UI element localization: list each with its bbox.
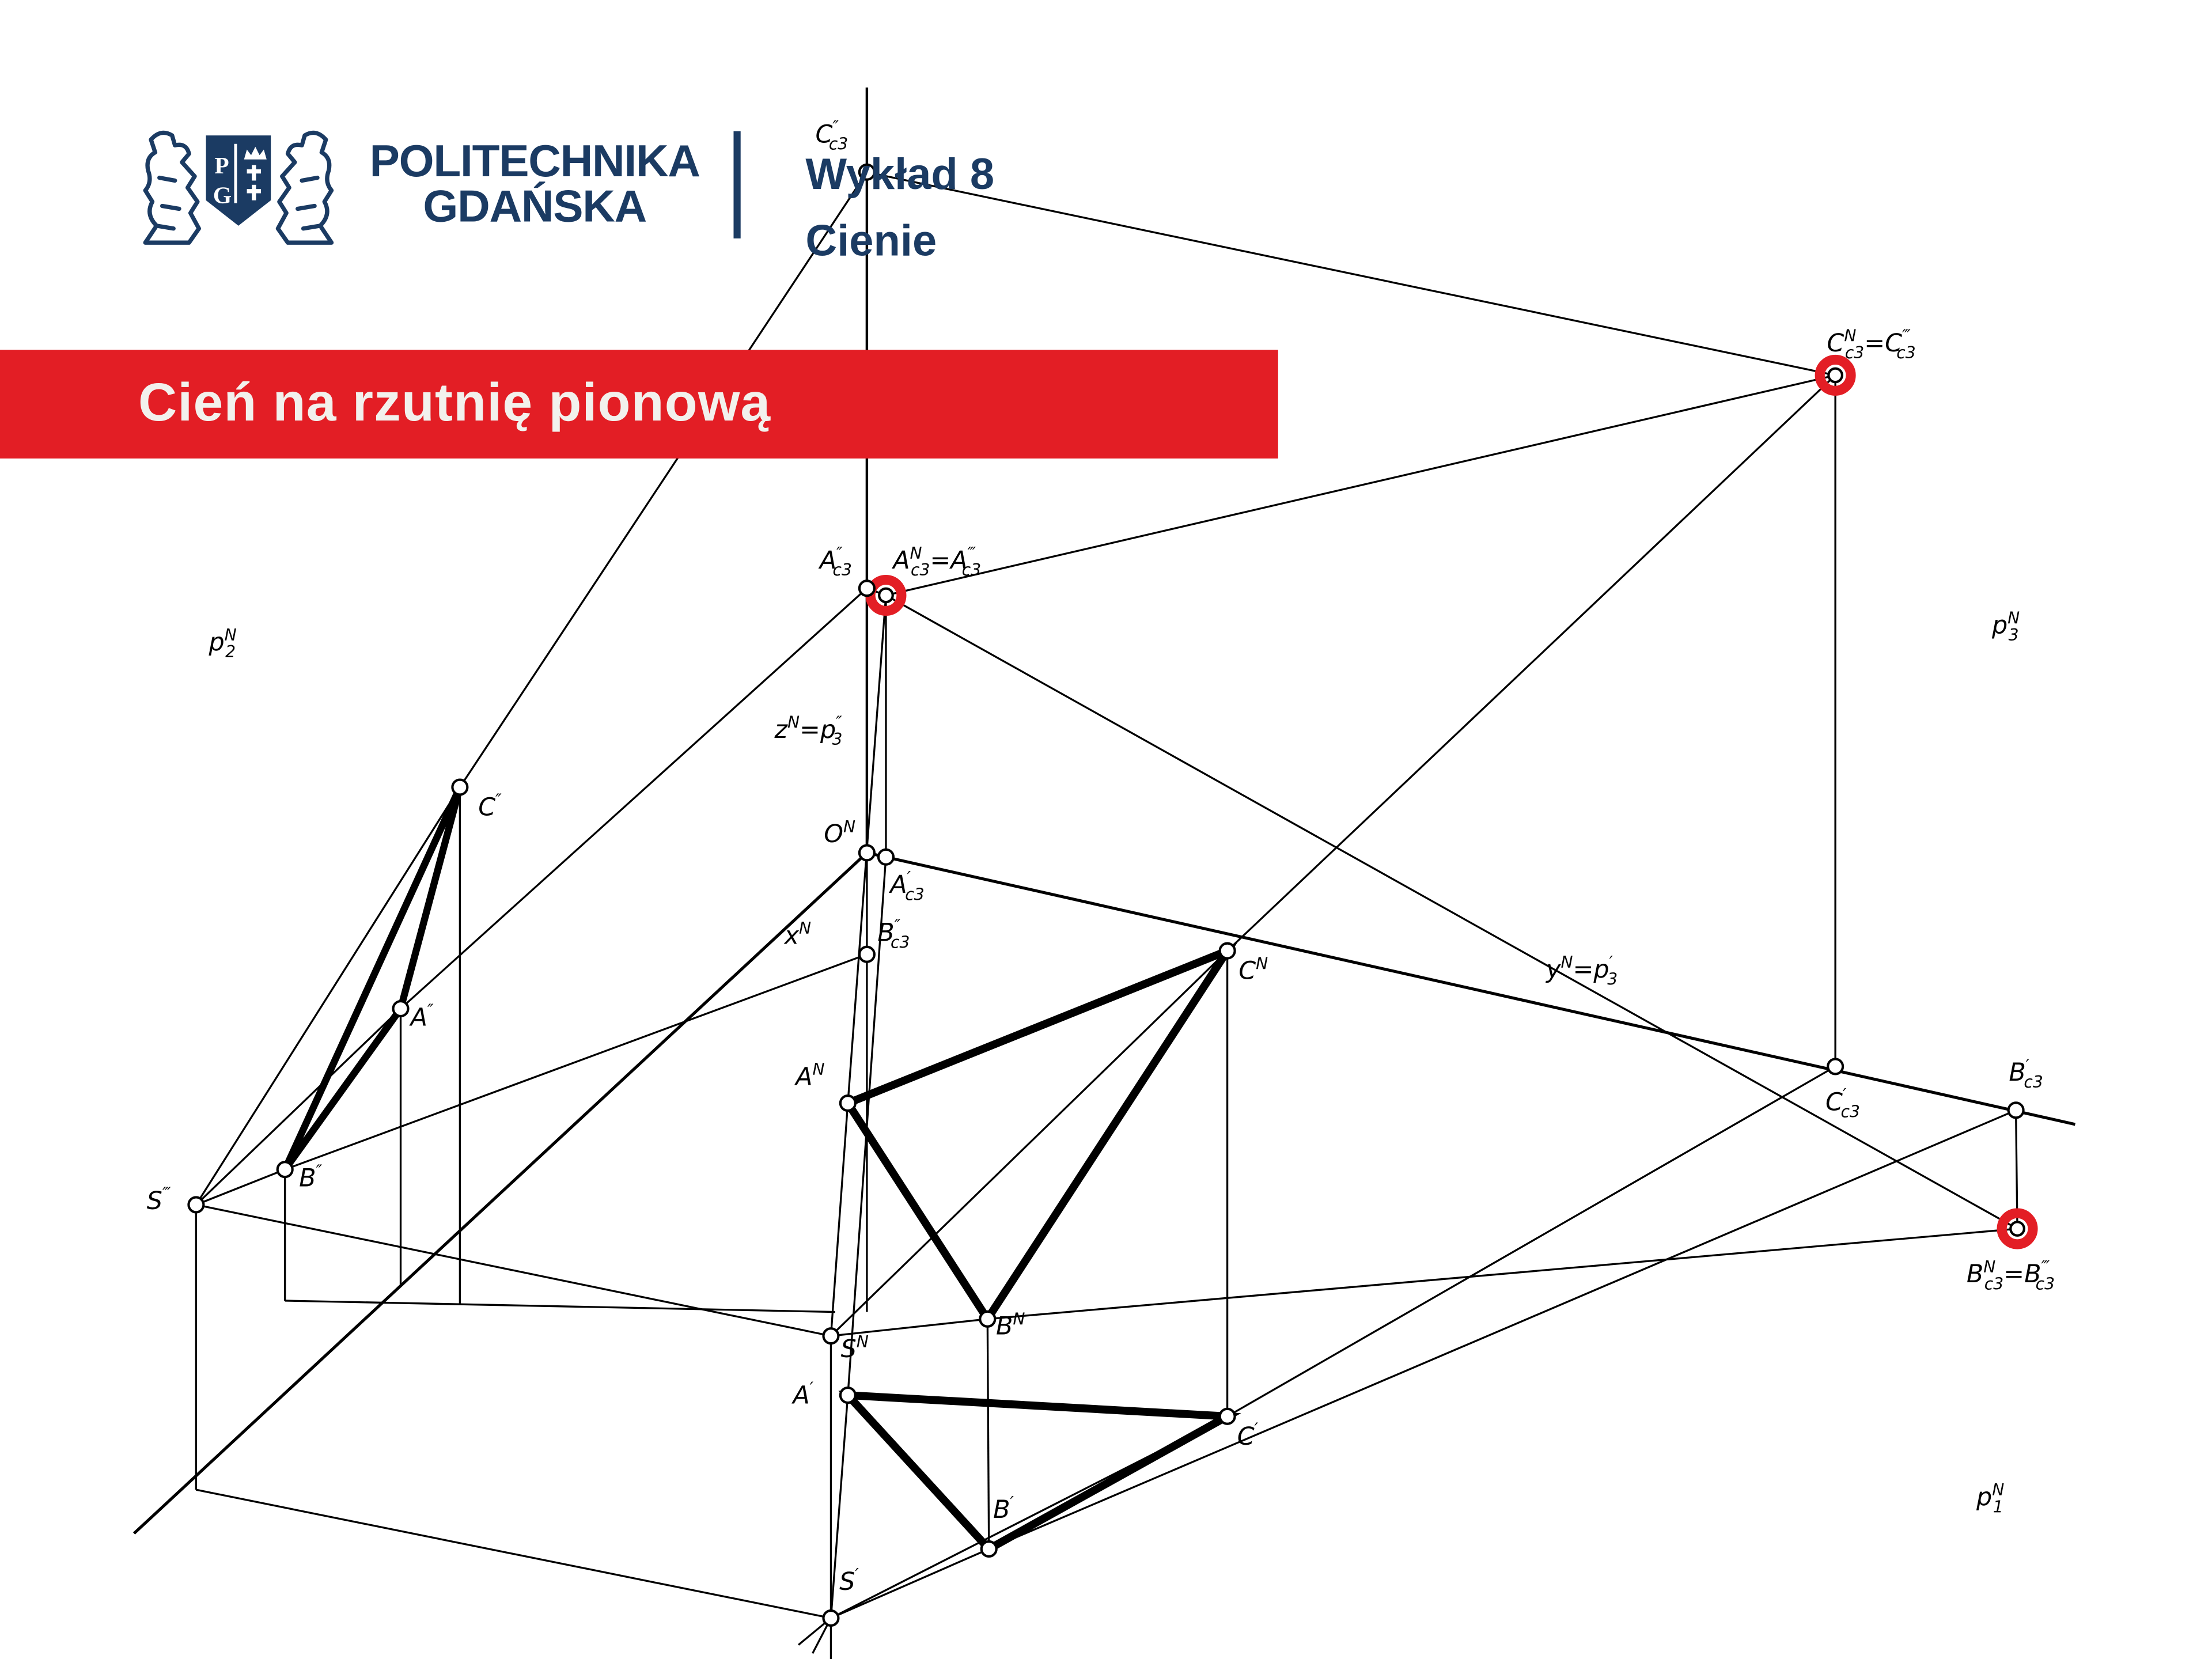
point-S3	[188, 1197, 203, 1212]
lecture-line2: Cienie	[805, 215, 937, 266]
point-SN	[823, 1328, 838, 1343]
label-C1: C′	[1237, 1419, 1259, 1451]
point-A1	[840, 1388, 855, 1403]
point-C2	[452, 780, 467, 795]
point-B1	[982, 1541, 997, 1556]
point-C1c3	[1828, 1059, 1843, 1074]
banner-title: Cień na rzutnię pionową	[138, 373, 771, 433]
label-A1: A′	[793, 1378, 814, 1410]
label-A2: A″	[410, 1001, 434, 1032]
label-Ac3-wall: $A^N$ c3=A‴ c3	[893, 543, 982, 580]
svg-text:P: P	[214, 153, 229, 180]
section-banner	[0, 350, 1278, 459]
point-B2c3	[859, 947, 874, 962]
x-axis	[134, 853, 867, 1533]
label-S3: S‴	[146, 1184, 171, 1215]
header-divider	[733, 131, 740, 238]
point-BN	[980, 1312, 995, 1327]
point-A2c3	[859, 581, 874, 596]
label-S1: S′	[839, 1565, 859, 1597]
shield-icon	[206, 135, 271, 226]
point-B1c3	[2009, 1103, 2024, 1118]
shadow-edge-A-B	[886, 595, 2017, 1229]
label-SN: $S^N$	[840, 1332, 869, 1363]
label-B1c3: B′ c3	[2009, 1055, 2043, 1092]
brand-name	[358, 135, 711, 232]
lion-right-icon	[278, 132, 331, 243]
brand-line2: GDAŃSKA	[423, 180, 646, 232]
transfer-horizontal	[285, 1301, 835, 1312]
transfer-bottom	[196, 1490, 831, 1618]
lion-left-icon	[145, 132, 199, 243]
wall-top-edge	[867, 172, 1835, 376]
shadow-point-A	[879, 589, 893, 603]
label-Bc3-wall: $B^N$ c3=B‴ c3	[1966, 1257, 2055, 1294]
shadow-point-C	[1828, 369, 1842, 382]
shadow-point-B	[2010, 1222, 2024, 1236]
label-A1c3: A′ c3	[890, 868, 925, 904]
label-Cc3-p2: C″ c3	[815, 118, 849, 154]
label-C2: C″	[478, 790, 502, 822]
label-AN: $A^N$	[796, 1060, 825, 1092]
label-Ac3-p2: A″ c3	[819, 543, 852, 580]
label-C1c3: C′ c3	[1825, 1085, 1860, 1122]
lecture-line1: Wykład 8	[805, 149, 995, 199]
point-AN	[840, 1096, 855, 1111]
svg-text:G: G	[213, 182, 232, 209]
ray-S3-B2-Bc3	[196, 955, 866, 1205]
label-CN: $C^N$	[1238, 954, 1268, 986]
pg-logo	[131, 119, 346, 248]
lecture-title	[805, 141, 994, 274]
label-B2: B″	[299, 1161, 323, 1193]
y-axis	[867, 853, 2075, 1124]
point-S1	[823, 1611, 838, 1626]
ray-SN-CN-Cc3	[831, 375, 1835, 1336]
label-p1: $p^N$ 1	[1976, 1480, 2005, 1517]
label-B1: B′	[993, 1493, 1014, 1525]
point-O	[859, 845, 874, 860]
label-y-axis: $y^N=p'$ 3	[1546, 953, 1618, 989]
point-CN	[1220, 944, 1235, 959]
dropline-BN	[987, 1319, 988, 1549]
point-A1c3	[878, 850, 893, 865]
transfer-S3-SN	[196, 1205, 831, 1336]
label-Cc3-wall: $C^N$ c3=C‴ c3	[1827, 326, 1916, 363]
label-B2c3: B″ c3	[877, 916, 910, 952]
point-A2	[393, 1001, 408, 1016]
label-x-axis: $x^N$	[784, 919, 812, 950]
label-BN: $B^N$	[995, 1309, 1025, 1341]
ray-S3-A2-Ac3	[196, 588, 866, 1205]
point-B2	[278, 1162, 293, 1177]
label-p3: $p^N$ 3	[1991, 608, 2020, 645]
brand-line1: POLITECHNIKA	[369, 135, 700, 187]
label-p2: $p^N$ 2	[209, 625, 237, 662]
label-O: $O^N$	[824, 817, 856, 849]
label-z-axis: $z^N=p''$ 3	[774, 713, 843, 749]
point-C1	[1220, 1409, 1235, 1424]
ray-S3-C2-Cc3	[196, 172, 866, 1205]
